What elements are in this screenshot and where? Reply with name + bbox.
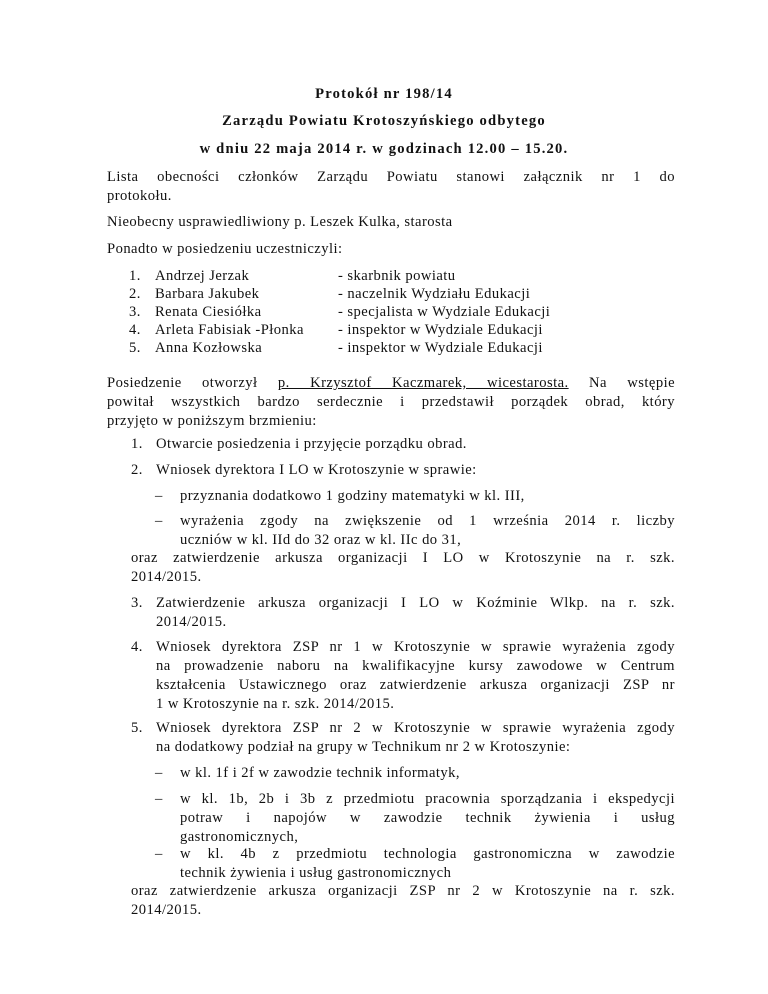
- attendance-paragraph: [107, 168, 675, 206]
- agenda-number: 5.: [131, 720, 143, 736]
- sub-text-line: w kl. 1b, 2b i 3b z przedmiotu pracownia sporządzania i ekspedycji: [180, 791, 675, 807]
- agenda-text: Wniosek dyrektora I LO w Krotoszynie w sprawie:: [156, 462, 477, 478]
- dash-bullet: –: [155, 846, 163, 862]
- sub-text: przyznania dodatkowo 1 godziny matematyki w kl. III,: [180, 488, 525, 504]
- opening-chair-name: p. Krzysztof Kaczmarek, wicestarosta.: [277, 375, 569, 391]
- agenda-text: [156, 638, 675, 714]
- participant-number: 4.: [129, 322, 141, 338]
- participant-number: 2.: [129, 286, 141, 302]
- participant-role: - specjalista w Wydziale Edukacji: [338, 304, 551, 320]
- protocol-title: Protokół nr 198/14: [315, 86, 453, 102]
- participants-intro: Ponadto w posiedzeniu uczestniczyli:: [107, 241, 343, 257]
- continuation-line: 2014/2015.: [131, 902, 202, 918]
- opening-text-b: Na wstępie: [568, 375, 675, 391]
- continuation-line: 2014/2015.: [131, 569, 202, 585]
- sub-text-line: wyrażenia zgody na zwiększenie od 1 września 2014 r. liczby: [180, 513, 675, 529]
- sub-text-line: potraw i napojów w zawodzie technik żywienia i usług: [180, 810, 675, 826]
- participant-name: Arleta Fabisiak -Płonka: [155, 322, 304, 338]
- dash-bullet: –: [155, 488, 163, 504]
- sub-text: [180, 790, 675, 847]
- agenda-5-continuation: [131, 882, 675, 920]
- opening-text-a: Posiedzenie otworzył: [107, 375, 278, 391]
- protocol-subtitle: Zarządu Powiatu Krotoszyńskiego odbytego: [222, 113, 546, 129]
- dash-bullet: –: [155, 765, 163, 781]
- sub-text: [180, 512, 675, 550]
- protocol-date-line: w dniu 22 maja 2014 r. w godzinach 12.00 – 15.20.: [199, 141, 569, 157]
- agenda-text: [156, 594, 675, 632]
- agenda-number: 1.: [131, 436, 143, 452]
- agenda-text-line: 2014/2015.: [156, 614, 227, 630]
- participant-name: Anna Kozłowska: [155, 340, 263, 356]
- agenda-number: 3.: [131, 595, 143, 611]
- participant-role: - inspektor w Wydziale Edukacji: [338, 322, 543, 338]
- agenda-text-line: 1 w Krotoszynie na r. szk. 2014/2015.: [156, 696, 395, 712]
- participant-role: - naczelnik Wydziału Edukacji: [338, 286, 531, 302]
- agenda-text-line: na dodatkowy podział na grupy w Technikum nr 2 w Krotoszynie:: [156, 739, 571, 755]
- agenda-text-line: Wniosek dyrektora ZSP nr 1 w Krotoszynie w sprawie wyrażenia zgody: [156, 639, 675, 655]
- agenda-number: 2.: [131, 462, 143, 478]
- agenda-text-line: Zatwierdzenie arkusza organizacji I LO w Koźminie Wlkp. na r. szk.: [156, 595, 675, 611]
- agenda-text-line: Wniosek dyrektora ZSP nr 2 w Krotoszynie w sprawie wyrażenia zgody: [156, 720, 675, 736]
- continuation-line: oraz zatwierdzenie arkusza organizacji I LO w Krotoszynie na r. szk.: [131, 550, 675, 566]
- sub-text: w kl. 1f i 2f w zawodzie technik informatyk,: [180, 765, 460, 781]
- dash-bullet: –: [155, 791, 163, 807]
- opening-line-2: powitał wszystkich bardzo serdecznie i przedstawił porządek obrad, który: [107, 394, 675, 410]
- participant-name: Andrzej Jerzak: [155, 268, 250, 284]
- sub-text-line: technik żywienia i usług gastronomicznych: [180, 865, 452, 881]
- participant-number: 5.: [129, 340, 141, 356]
- continuation-line: oraz zatwierdzenie arkusza organizacji ZSP nr 2 w Krotoszynie na r. szk.: [131, 883, 675, 899]
- participant-number: 3.: [129, 304, 141, 320]
- agenda-text: [156, 719, 675, 757]
- sub-text-line: gastronomicznych,: [180, 829, 299, 845]
- dash-bullet: –: [155, 513, 163, 529]
- sub-text-line: uczniów w kl. IId do 32 oraz w kl. IIc do 31,: [180, 532, 462, 548]
- sub-text: [180, 845, 675, 883]
- participant-name: Barbara Jakubek: [155, 286, 260, 302]
- opening-paragraph: [107, 374, 675, 431]
- opening-line-3: przyjęto w poniższym brzmieniu:: [107, 413, 317, 429]
- agenda-text-line: na prowadzenie naboru na kwalifikacyjne kursy zawodowe w Centrum: [156, 658, 675, 674]
- agenda-2-continuation: [131, 549, 675, 587]
- opening-line-1: [107, 374, 675, 393]
- attendance-line-2: protokołu.: [107, 188, 172, 204]
- participant-role: - inspektor w Wydziale Edukacji: [338, 340, 543, 356]
- attendance-line-1: Lista obecności członków Zarządu Powiatu stanowi załącznik nr 1 do: [107, 169, 675, 185]
- participant-role: - skarbnik powiatu: [338, 268, 456, 284]
- agenda-text: Otwarcie posiedzenia i przyjęcie porządku obrad.: [156, 436, 467, 452]
- absent-note: Nieobecny usprawiedliwiony p. Leszek Kulka, starosta: [107, 214, 453, 230]
- agenda-number: 4.: [131, 639, 143, 655]
- participant-number: 1.: [129, 268, 141, 284]
- sub-text-line: w kl. 4b z przedmiotu technologia gastronomiczna w zawodzie: [180, 846, 675, 862]
- agenda-text-line: kształcenia Ustawicznego oraz zatwierdzenie arkusza organizacji ZSP nr: [156, 677, 675, 693]
- participant-name: Renata Ciesiółka: [155, 304, 262, 320]
